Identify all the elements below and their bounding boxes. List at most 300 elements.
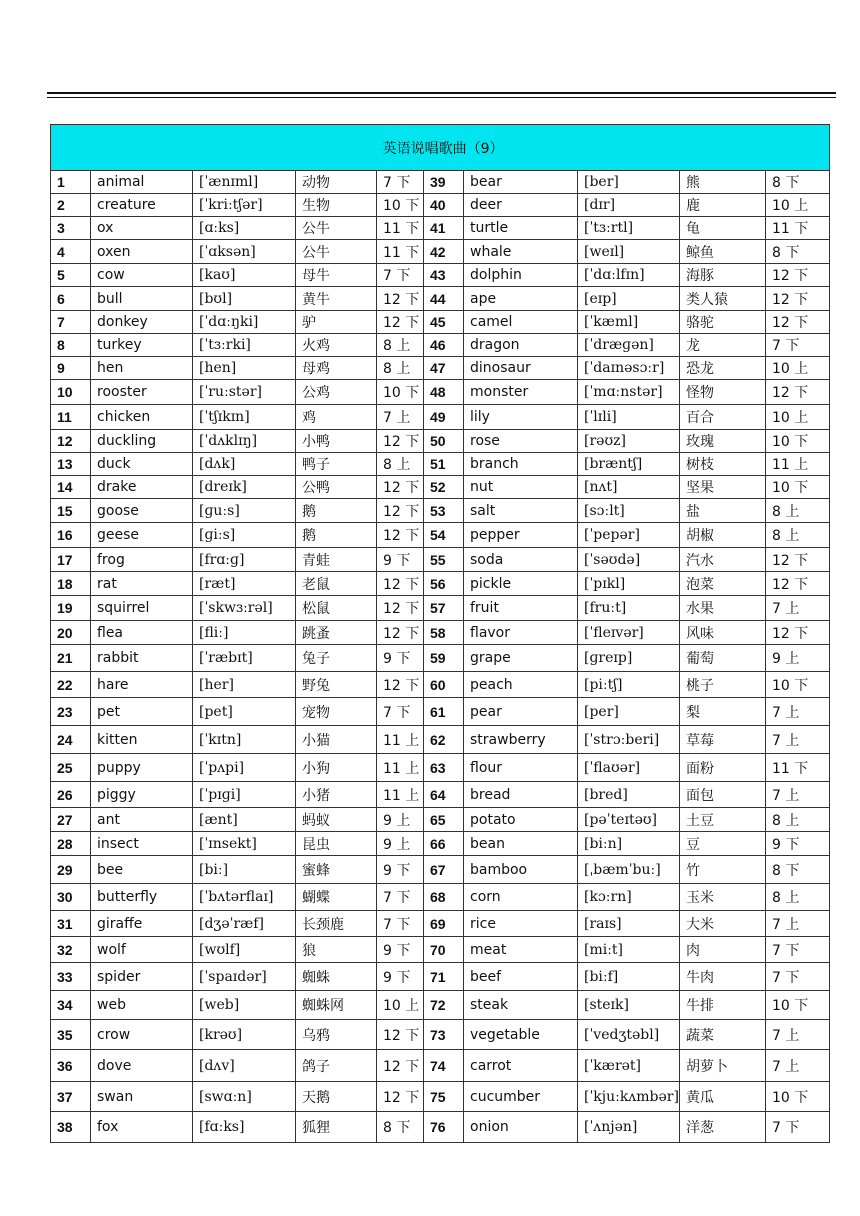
phonetic: [web] [193, 991, 296, 1020]
chinese-meaning: 蜘蛛网 [296, 991, 377, 1020]
chinese-meaning: 树枝 [680, 453, 766, 476]
entry-number: 69 [424, 911, 464, 937]
phonetic: [ˈpepər] [578, 523, 680, 548]
table-row [51, 548, 830, 572]
table-row [51, 499, 830, 523]
grade-term: 9 上 [377, 808, 424, 832]
grade-term: 7 上 [377, 405, 424, 430]
chinese-meaning: 天鹅 [296, 1082, 377, 1112]
entry-number: 53 [424, 499, 464, 523]
phonetic: [bræntʃ] [578, 453, 680, 476]
english-word: frog [91, 548, 193, 572]
entry-number: 22 [51, 672, 91, 698]
table-row [51, 217, 830, 240]
chinese-meaning: 胡萝卜 [680, 1050, 766, 1082]
english-word: dragon [464, 334, 578, 357]
chinese-meaning: 青蛙 [296, 548, 377, 572]
chinese-meaning: 骆驼 [680, 311, 766, 334]
chinese-meaning: 土豆 [680, 808, 766, 832]
phonetic: [rəʊz] [578, 430, 680, 453]
phonetic: [ˈflaʊər] [578, 754, 680, 782]
entry-number: 34 [51, 991, 91, 1020]
phonetic: [ˈɪnsekt] [193, 832, 296, 856]
english-word: insect [91, 832, 193, 856]
grade-term: 8 上 [377, 334, 424, 357]
phonetic: [ˈdɑːlfɪn] [578, 264, 680, 287]
grade-term: 11 下 [766, 217, 830, 240]
grade-term: 11 下 [377, 217, 424, 240]
phonetic: [dreɪk] [193, 476, 296, 499]
phonetic: [bʊl] [193, 287, 296, 311]
grade-term: 9 下 [377, 937, 424, 963]
chinese-meaning: 玉米 [680, 884, 766, 911]
grade-term: 12 下 [377, 499, 424, 523]
phonetic: [dʒəˈræf] [193, 911, 296, 937]
chinese-meaning: 海豚 [680, 264, 766, 287]
grade-term: 12 下 [377, 1050, 424, 1082]
entry-number: 41 [424, 217, 464, 240]
chinese-meaning: 玫瑰 [680, 430, 766, 453]
entry-number: 13 [51, 453, 91, 476]
entry-number: 54 [424, 523, 464, 548]
entry-number: 26 [51, 782, 91, 808]
grade-term: 11 上 [377, 726, 424, 754]
table-row [51, 453, 830, 476]
grade-term: 12 下 [377, 476, 424, 499]
chinese-meaning: 桃子 [680, 672, 766, 698]
grade-term: 12 下 [377, 1020, 424, 1050]
entry-number: 25 [51, 754, 91, 782]
entry-number: 49 [424, 405, 464, 430]
phonetic: [kɔːrn] [578, 884, 680, 911]
english-word: spider [91, 963, 193, 991]
english-word: flour [464, 754, 578, 782]
entry-number: 14 [51, 476, 91, 499]
phonetic: [ˈbʌtərflaɪ] [193, 884, 296, 911]
grade-term: 8 下 [377, 1112, 424, 1143]
grade-term: 10 下 [766, 1082, 830, 1112]
english-word: geese [91, 523, 193, 548]
phonetic: [fɑːks] [193, 1112, 296, 1143]
entry-number: 11 [51, 405, 91, 430]
grade-term: 11 上 [377, 782, 424, 808]
grade-term: 8 下 [766, 171, 830, 194]
phonetic: [nʌt] [578, 476, 680, 499]
grade-term: 7 上 [766, 1050, 830, 1082]
phonetic: [pəˈteɪtəʊ] [578, 808, 680, 832]
english-word: potato [464, 808, 578, 832]
phonetic: [ˈruːstər] [193, 380, 296, 405]
phonetic: [ɡuːs] [193, 499, 296, 523]
english-word: rabbit [91, 645, 193, 672]
chinese-meaning: 公牛 [296, 240, 377, 264]
grade-term: 8 上 [766, 523, 830, 548]
english-word: ant [91, 808, 193, 832]
chinese-meaning: 百合 [680, 405, 766, 430]
table-row [51, 240, 830, 264]
entry-number: 51 [424, 453, 464, 476]
phonetic: [frɑːɡ] [193, 548, 296, 572]
entry-number: 23 [51, 698, 91, 726]
table-row [51, 963, 830, 991]
english-word: dinosaur [464, 357, 578, 380]
english-word: steak [464, 991, 578, 1020]
english-word: ape [464, 287, 578, 311]
grade-term: 8 上 [766, 884, 830, 911]
grade-term: 8 上 [766, 808, 830, 832]
phonetic: [ˈtɜːrtl] [578, 217, 680, 240]
grade-term: 12 下 [766, 264, 830, 287]
english-word: pepper [464, 523, 578, 548]
chinese-meaning: 竹 [680, 856, 766, 884]
english-word: rice [464, 911, 578, 937]
grade-term: 11 上 [766, 453, 830, 476]
header-rule-thin [47, 97, 836, 98]
chinese-meaning: 长颈鹿 [296, 911, 377, 937]
chinese-meaning: 面包 [680, 782, 766, 808]
grade-term: 7 下 [766, 1112, 830, 1143]
table-row [51, 911, 830, 937]
entry-number: 4 [51, 240, 91, 264]
entry-number: 33 [51, 963, 91, 991]
chinese-meaning: 鸽子 [296, 1050, 377, 1082]
chinese-meaning: 蔬菜 [680, 1020, 766, 1050]
chinese-meaning: 草莓 [680, 726, 766, 754]
phonetic: [dɪr] [578, 194, 680, 217]
chinese-meaning: 生物 [296, 194, 377, 217]
entry-number: 1 [51, 171, 91, 194]
chinese-meaning: 恐龙 [680, 357, 766, 380]
table-row [51, 808, 830, 832]
english-word: cucumber [464, 1082, 578, 1112]
grade-term: 7 下 [377, 171, 424, 194]
grade-term: 12 下 [766, 287, 830, 311]
chinese-meaning: 火鸡 [296, 334, 377, 357]
grade-term: 9 下 [377, 645, 424, 672]
english-word: grape [464, 645, 578, 672]
english-word: flavor [464, 621, 578, 645]
entry-number: 73 [424, 1020, 464, 1050]
grade-term: 12 下 [377, 287, 424, 311]
english-word: fox [91, 1112, 193, 1143]
entry-number: 9 [51, 357, 91, 380]
entry-number: 3 [51, 217, 91, 240]
chinese-meaning: 牛排 [680, 991, 766, 1020]
chinese-meaning: 盐 [680, 499, 766, 523]
grade-term: 12 下 [766, 548, 830, 572]
english-word: corn [464, 884, 578, 911]
phonetic: [ˈvedʒtəbl] [578, 1020, 680, 1050]
table-row [51, 380, 830, 405]
chinese-meaning: 兔子 [296, 645, 377, 672]
entry-number: 45 [424, 311, 464, 334]
phonetic: [ˈtʃɪkɪn] [193, 405, 296, 430]
grade-term: 8 下 [766, 240, 830, 264]
grade-term: 12 下 [377, 572, 424, 596]
table-row [51, 884, 830, 911]
english-word: beef [464, 963, 578, 991]
chinese-meaning: 蜜蜂 [296, 856, 377, 884]
grade-term: 7 下 [377, 884, 424, 911]
grade-term: 12 下 [377, 523, 424, 548]
english-word: bear [464, 171, 578, 194]
entry-number: 68 [424, 884, 464, 911]
grade-term: 8 上 [377, 357, 424, 380]
grade-term: 10 上 [766, 357, 830, 380]
chinese-meaning: 公鸡 [296, 380, 377, 405]
grade-term: 9 下 [377, 963, 424, 991]
english-word: bamboo [464, 856, 578, 884]
chinese-meaning: 汽水 [680, 548, 766, 572]
english-word: nut [464, 476, 578, 499]
phonetic: [ˈkjuːkʌmbər] [578, 1082, 680, 1112]
entry-number: 50 [424, 430, 464, 453]
phonetic: [eɪp] [578, 287, 680, 311]
english-word: crow [91, 1020, 193, 1050]
chinese-meaning: 狼 [296, 937, 377, 963]
grade-term: 12 下 [377, 1082, 424, 1112]
grade-term: 10 下 [377, 380, 424, 405]
phonetic: [biː] [193, 856, 296, 884]
vocabulary-rows [51, 171, 830, 1143]
english-word: pet [91, 698, 193, 726]
grade-term: 7 下 [766, 937, 830, 963]
table-row [51, 698, 830, 726]
grade-term: 7 下 [377, 698, 424, 726]
grade-term: 7 上 [766, 726, 830, 754]
grade-term: 12 下 [377, 430, 424, 453]
grade-term: 12 下 [377, 596, 424, 621]
page-title: 英语说唱歌曲（9） [51, 125, 830, 171]
entry-number: 48 [424, 380, 464, 405]
grade-term: 8 下 [766, 856, 830, 884]
table-row [51, 782, 830, 808]
english-word: butterfly [91, 884, 193, 911]
english-word: chicken [91, 405, 193, 430]
entry-number: 5 [51, 264, 91, 287]
phonetic: [ˈkɪtn] [193, 726, 296, 754]
phonetic: [krəʊ] [193, 1020, 296, 1050]
chinese-meaning: 动物 [296, 171, 377, 194]
phonetic: [ˌbæmˈbuː] [578, 856, 680, 884]
english-word: web [91, 991, 193, 1020]
grade-term: 11 下 [377, 240, 424, 264]
english-word: pear [464, 698, 578, 726]
chinese-meaning: 龟 [680, 217, 766, 240]
chinese-meaning: 黄瓜 [680, 1082, 766, 1112]
phonetic: [ˈdaɪnəsɔːr] [578, 357, 680, 380]
phonetic: [ɑːks] [193, 217, 296, 240]
entry-number: 21 [51, 645, 91, 672]
phonetic: [ˈtɜːrki] [193, 334, 296, 357]
phonetic: [dʌk] [193, 453, 296, 476]
english-word: creature [91, 194, 193, 217]
chinese-meaning: 野兔 [296, 672, 377, 698]
grade-term: 8 上 [766, 499, 830, 523]
english-word: meat [464, 937, 578, 963]
chinese-meaning: 鹅 [296, 523, 377, 548]
chinese-meaning: 面粉 [680, 754, 766, 782]
chinese-meaning: 龙 [680, 334, 766, 357]
chinese-meaning: 鲸鱼 [680, 240, 766, 264]
english-word: rat [91, 572, 193, 596]
phonetic: [kaʊ] [193, 264, 296, 287]
table-row [51, 832, 830, 856]
chinese-meaning: 母鸡 [296, 357, 377, 380]
chinese-meaning: 鸭子 [296, 453, 377, 476]
grade-term: 10 下 [766, 991, 830, 1020]
grade-term: 12 下 [766, 380, 830, 405]
entry-number: 44 [424, 287, 464, 311]
phonetic: [ˈpɪkl] [578, 572, 680, 596]
entry-number: 66 [424, 832, 464, 856]
english-word: strawberry [464, 726, 578, 754]
english-word: branch [464, 453, 578, 476]
grade-term: 12 下 [377, 672, 424, 698]
chinese-meaning: 肉 [680, 937, 766, 963]
entry-number: 47 [424, 357, 464, 380]
phonetic: [ˈkriːtʃər] [193, 194, 296, 217]
grade-term: 10 下 [766, 430, 830, 453]
entry-number: 27 [51, 808, 91, 832]
entry-number: 6 [51, 287, 91, 311]
english-word: hare [91, 672, 193, 698]
english-word: duckling [91, 430, 193, 453]
phonetic: [ˈspaɪdər] [193, 963, 296, 991]
table-row [51, 194, 830, 217]
grade-term: 9 下 [377, 856, 424, 884]
english-word: onion [464, 1112, 578, 1143]
chinese-meaning: 小猪 [296, 782, 377, 808]
phonetic: [bred] [578, 782, 680, 808]
grade-term: 12 下 [377, 311, 424, 334]
table-row [51, 1112, 830, 1143]
chinese-meaning: 小猫 [296, 726, 377, 754]
phonetic: [per] [578, 698, 680, 726]
table-row [51, 405, 830, 430]
table-row [51, 1082, 830, 1112]
entry-number: 55 [424, 548, 464, 572]
english-word: kitten [91, 726, 193, 754]
english-word: turkey [91, 334, 193, 357]
chinese-meaning: 乌鸦 [296, 1020, 377, 1050]
english-word: pickle [464, 572, 578, 596]
entry-number: 31 [51, 911, 91, 937]
phonetic: [ˈskwɜːrəl] [193, 596, 296, 621]
phonetic: [raɪs] [578, 911, 680, 937]
entry-number: 30 [51, 884, 91, 911]
english-word: animal [91, 171, 193, 194]
phonetic: [her] [193, 672, 296, 698]
chinese-meaning: 风味 [680, 621, 766, 645]
phonetic: [ˈmɑːnstər] [578, 380, 680, 405]
entry-number: 74 [424, 1050, 464, 1082]
chinese-meaning: 松鼠 [296, 596, 377, 621]
chinese-meaning: 豆 [680, 832, 766, 856]
grade-term: 10 下 [377, 194, 424, 217]
english-word: fruit [464, 596, 578, 621]
grade-term: 7 上 [766, 698, 830, 726]
grade-term: 7 下 [766, 963, 830, 991]
chinese-meaning: 泡菜 [680, 572, 766, 596]
entry-number: 60 [424, 672, 464, 698]
english-word: donkey [91, 311, 193, 334]
entry-number: 65 [424, 808, 464, 832]
chinese-meaning: 狐狸 [296, 1112, 377, 1143]
english-word: goose [91, 499, 193, 523]
entry-number: 36 [51, 1050, 91, 1082]
chinese-meaning: 蝴蝶 [296, 884, 377, 911]
entry-number: 59 [424, 645, 464, 672]
chinese-meaning: 黄牛 [296, 287, 377, 311]
entry-number: 15 [51, 499, 91, 523]
grade-term: 10 上 [766, 405, 830, 430]
entry-number: 29 [51, 856, 91, 884]
table-row [51, 171, 830, 194]
chinese-meaning: 公鸭 [296, 476, 377, 499]
phonetic: [ˈræbɪt] [193, 645, 296, 672]
english-word: rooster [91, 380, 193, 405]
entry-number: 8 [51, 334, 91, 357]
grade-term: 10 下 [766, 672, 830, 698]
phonetic: [sɔːlt] [578, 499, 680, 523]
english-word: salt [464, 499, 578, 523]
entry-number: 64 [424, 782, 464, 808]
phonetic: [biːf] [578, 963, 680, 991]
phonetic: [ænt] [193, 808, 296, 832]
phonetic: [fruːt] [578, 596, 680, 621]
entry-number: 10 [51, 380, 91, 405]
phonetic: [ˈpʌpi] [193, 754, 296, 782]
chinese-meaning: 鹿 [680, 194, 766, 217]
phonetic: [ˈkærət] [578, 1050, 680, 1082]
table-row [51, 856, 830, 884]
english-word: turtle [464, 217, 578, 240]
table-row [51, 726, 830, 754]
grade-term: 7 上 [766, 596, 830, 621]
english-word: carrot [464, 1050, 578, 1082]
grade-term: 10 上 [766, 194, 830, 217]
phonetic: [wʊlf] [193, 937, 296, 963]
entry-number: 37 [51, 1082, 91, 1112]
table-row [51, 645, 830, 672]
chinese-meaning: 鹅 [296, 499, 377, 523]
phonetic: [ˈdʌklɪŋ] [193, 430, 296, 453]
entry-number: 76 [424, 1112, 464, 1143]
english-word: bull [91, 287, 193, 311]
entry-number: 24 [51, 726, 91, 754]
english-word: ox [91, 217, 193, 240]
grade-term: 10 下 [766, 476, 830, 499]
phonetic: [steɪk] [578, 991, 680, 1020]
entry-number: 46 [424, 334, 464, 357]
entry-number: 16 [51, 523, 91, 548]
chinese-meaning: 类人猿 [680, 287, 766, 311]
english-word: giraffe [91, 911, 193, 937]
english-word: bread [464, 782, 578, 808]
entry-number: 71 [424, 963, 464, 991]
grade-term: 11 上 [377, 754, 424, 782]
chinese-meaning: 牛肉 [680, 963, 766, 991]
english-word: peach [464, 672, 578, 698]
header-rule-thick [47, 92, 836, 94]
grade-term: 7 下 [766, 334, 830, 357]
english-word: squirrel [91, 596, 193, 621]
entry-number: 57 [424, 596, 464, 621]
grade-term: 7 上 [766, 782, 830, 808]
chinese-meaning: 老鼠 [296, 572, 377, 596]
entry-number: 35 [51, 1020, 91, 1050]
